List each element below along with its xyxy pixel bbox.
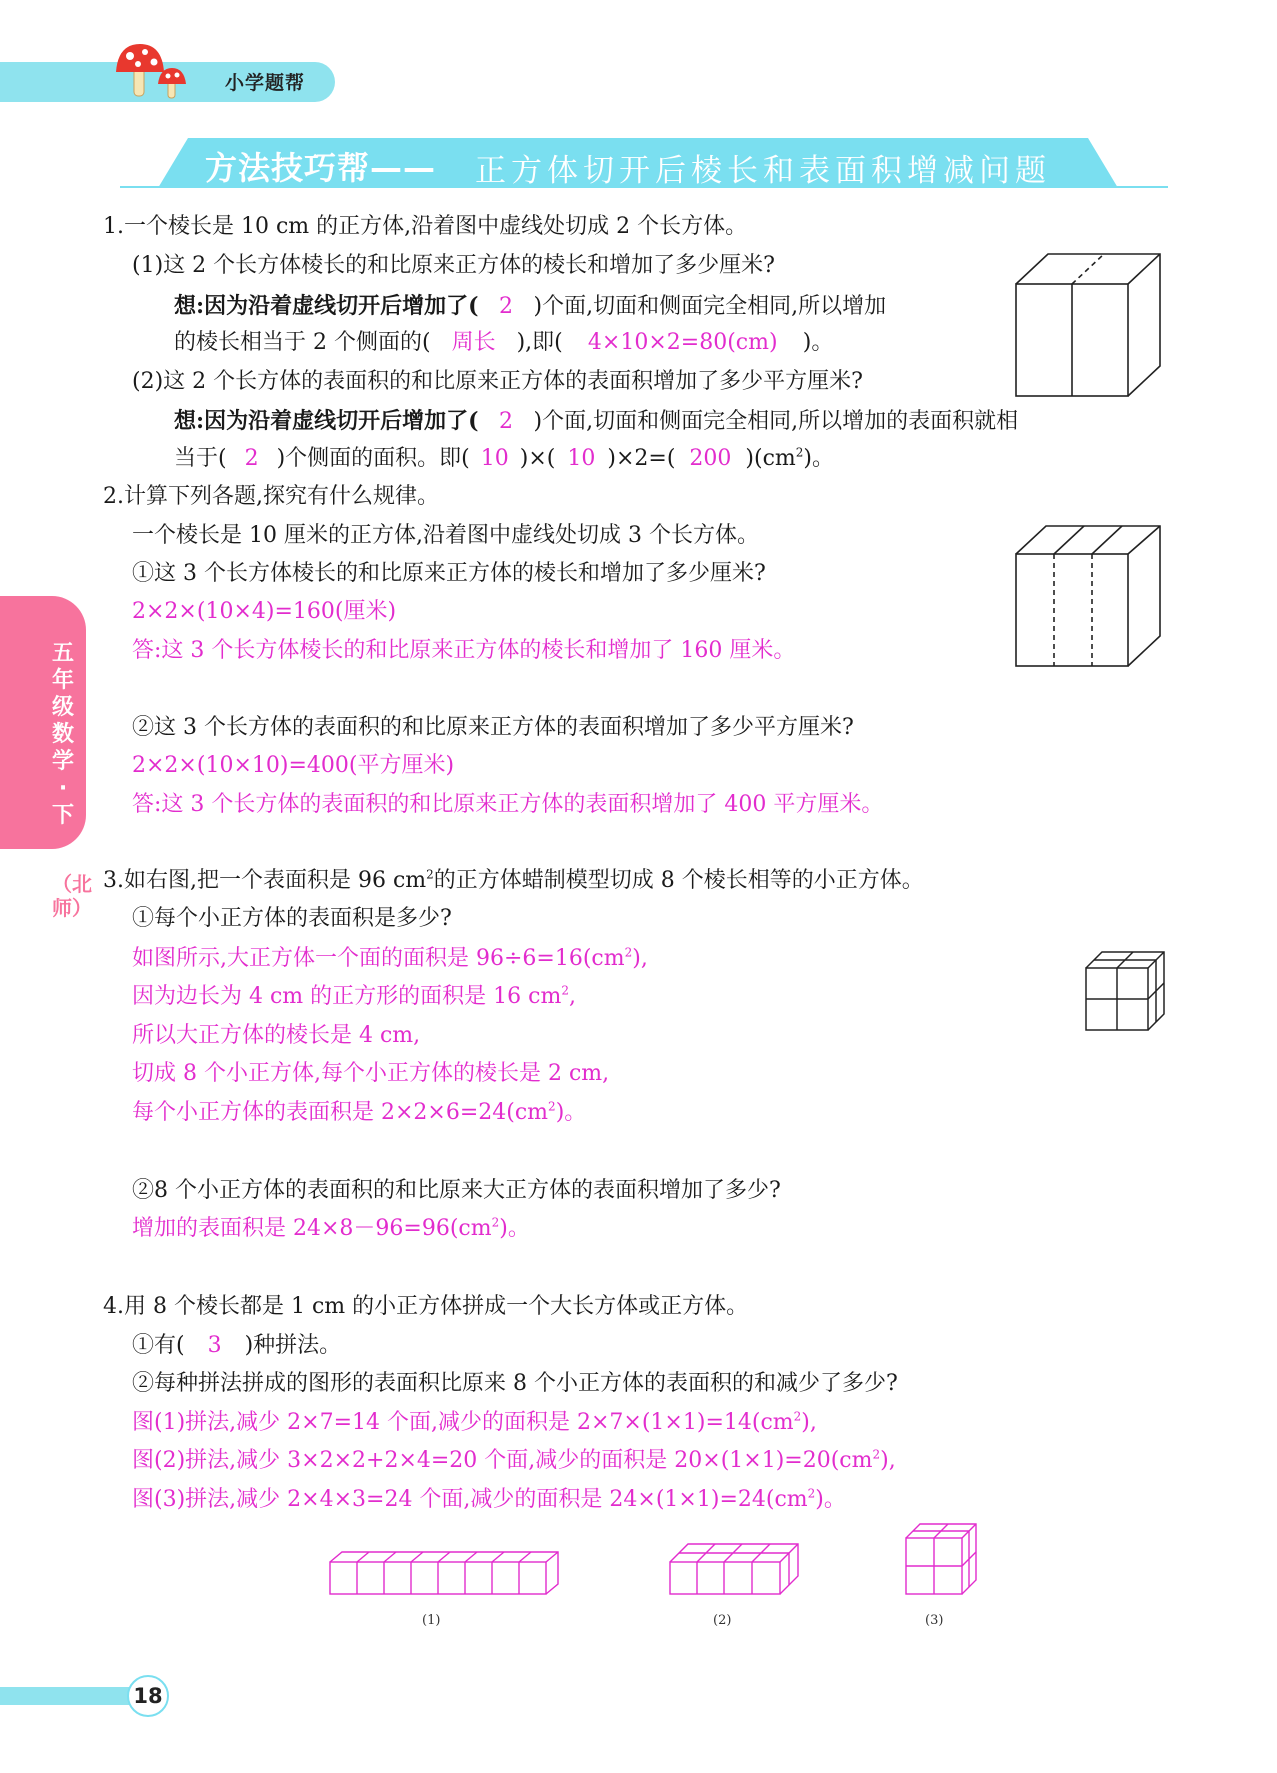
q1-answer: 10 (480, 446, 509, 471)
q2-part1: ①这 3 个长方体棱长的和比原来正方体的棱长和增加了多少厘米? (132, 561, 766, 586)
q3-answer-line6: 增加的表面积是 $24\times 8-96=96(cm^2)$。 (132, 1215, 530, 1241)
q2-answer2-text: 答:这 3 个长方体的表面积的和比原来正方体的表面积增加了 400 平方厘米。 (132, 792, 884, 817)
q4-stem: 4.用 8 个棱长都是 1 cm 的小正方体拼成一个大长方体或正方体。 (103, 1294, 749, 1319)
q4-caption-3: (3) (925, 1613, 944, 1628)
q4-caption-1: (1) (422, 1613, 441, 1628)
q4-figure-2 (668, 1532, 800, 1598)
q2-answer1-text: 答:这 3 个长方体棱长的和比原来正方体的棱长和增加了 160 厘米。 (132, 638, 796, 663)
q4-answer-line1: 图(1)拼法,减少 2×7=14 个面,减少的面积是 $2\times 7\times(1\times 1)=14(cm^2)$, (132, 1409, 817, 1435)
q1-cube-figure (1014, 252, 1164, 400)
q1-think2-line2: 当于( 2 )个侧面的面积。即( 10 )×( 10 )×2=( 200 )$(cm^2)$。 (174, 444, 834, 474)
q4-part1: ①有( 3 )种拼法。 (132, 1331, 341, 1361)
q4-caption-2: (2) (713, 1613, 732, 1628)
q4-answer-line3: 图(3)拼法,减少 2×4×3=24 个面,减少的面积是 $24\times(1\times 1)=24(cm^2)$。 (132, 1486, 846, 1512)
q1-think1-line2: 的棱长相当于 2 个侧面的( 周长 ),即( 4×10×2=80(cm) )。 (174, 328, 833, 358)
q3-answer-line3: 所以大正方体的棱长是 4 cm, (132, 1023, 421, 1048)
q4-figure-1 (328, 1550, 560, 1598)
q2-stem: 2.计算下列各题,探究有什么规律。 (103, 484, 439, 509)
footer-band (0, 1687, 140, 1705)
page-number: 18 (127, 1675, 169, 1717)
q1-think2-line1: 想:因为沿着虚线切开后增加了( 2 )个面,切面和侧面完全相同,所以增加的表面积就相 (174, 406, 1018, 437)
grade-label: 五年级数学·下 (51, 641, 74, 828)
mushroom-logo-icon (112, 40, 192, 104)
q1-answer: 周长 (451, 330, 496, 355)
q4-answer: 3 (207, 1333, 222, 1358)
q3-part2: ②8 个小正方体的表面积的和比原来大正方体的表面积增加了多少? (132, 1178, 781, 1203)
q2-cube-figure (1014, 524, 1164, 670)
title-main: 方法技巧帮—— (205, 149, 437, 187)
edition-label: （北师） (52, 872, 92, 920)
q3-answer-line2: 因为边长为 4 cm 的正方形的面积是 16 $cm^2$, (132, 983, 576, 1009)
q3-answer-line4: 切成 8 个小正方体,每个小正方体的棱长是 2 cm, (132, 1061, 610, 1086)
q1-answer: 10 (567, 446, 596, 471)
q1-answer: 2 (499, 294, 514, 319)
brand-name: 小学题帮 (225, 72, 306, 94)
q1-answer: 4×10×2=80(cm) (587, 330, 778, 355)
title-sub: 正方体切开后棱长和表面积增减问题 (475, 153, 1051, 189)
q2-answer2-calc: 2×2×(10×10)=400(平方厘米) (132, 753, 455, 778)
q1-think1-line1: 想:因为沿着虚线切开后增加了( 2 )个面,切面和侧面完全相同,所以增加 (174, 291, 886, 322)
q3-part1: ①每个小正方体的表面积是多少? (132, 906, 452, 931)
q2-part2: ②这 3 个长方体的表面积的和比原来正方体的表面积增加了多少平方厘米? (132, 715, 854, 740)
q1-part2: (2)这 2 个长方体的表面积的和比原来正方体的表面积增加了多少平方厘米? (132, 369, 863, 394)
q3-cube-figure (1084, 950, 1166, 1032)
q1-part1: (1)这 2 个长方体棱长的和比原来正方体的棱长和增加了多少厘米? (132, 253, 775, 278)
q1-stem: 1.一个棱长是 10 cm 的正方体,沿着图中虚线处切成 2 个长方体。 (103, 214, 748, 239)
q1-answer: 200 (689, 446, 732, 471)
q3-answer-line1: 如图所示,大正方体一个面的面积是 $96\div 6=16(cm^2)$, (132, 945, 648, 971)
q4-figure-3 (904, 1522, 980, 1598)
q2-intro: 一个棱长是 10 厘米的正方体,沿着图中虚线处切成 3 个长方体。 (132, 523, 759, 548)
q4-answer-line2: 图(2)拼法,减少 3×2×2+2×4=20 个面,减少的面积是 $20\times(1\times 1)=20(cm^2)$, (132, 1447, 896, 1473)
q1-answer: 2 (499, 409, 514, 434)
q4-part2: ②每种拼法拼成的图形的表面积比原来 8 个小正方体的表面积的和减少了多少? (132, 1371, 898, 1396)
q3-answer-line5: 每个小正方体的表面积是 $2\times 2\times 6=24(cm^2)$。 (132, 1099, 587, 1125)
q3-stem: 3.如右图,把一个表面积是 96 $cm^2$的正方体蜡制模型切成 8 个棱长相等的小正方体。 (103, 867, 924, 893)
q2-answer1-calc: 2×2×(10×4)=160(厘米) (132, 599, 397, 624)
q1-answer: 2 (244, 446, 259, 471)
